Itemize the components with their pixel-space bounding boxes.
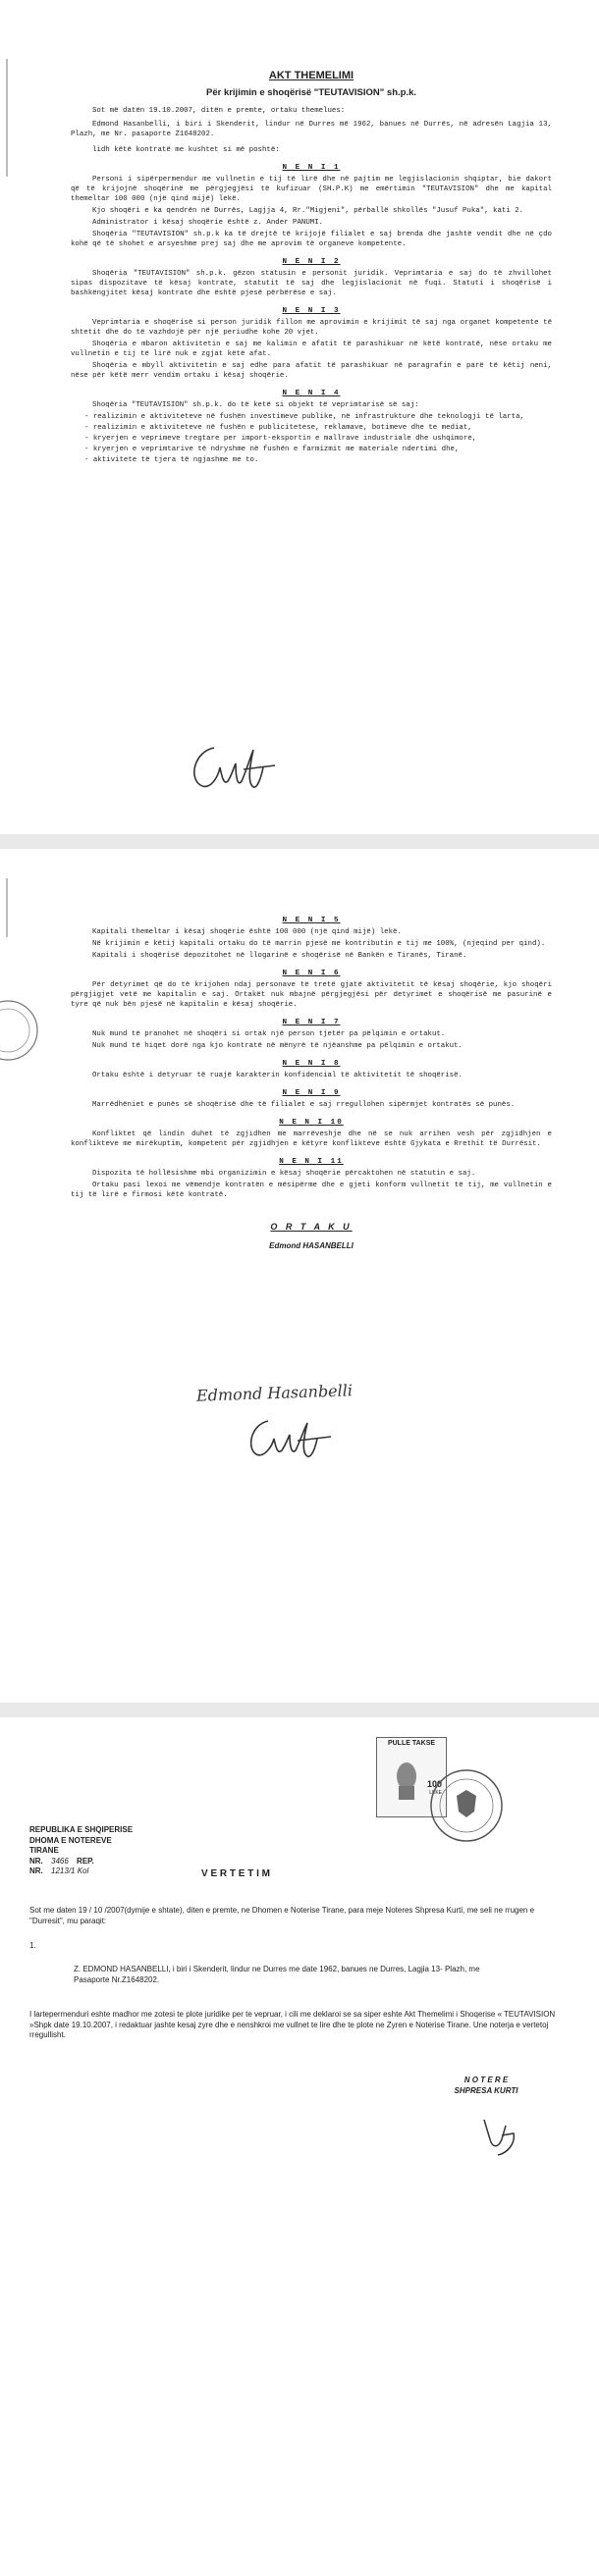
- document-title: AKT THEMELIMI: [268, 70, 354, 81]
- article-11-heading: N E N I 11: [279, 1158, 344, 1166]
- agreement-text: lidh këtë kontratë me kushtet si më poshtë:: [92, 146, 280, 154]
- authority-header: [29, 1825, 133, 1877]
- article-10-paragraph: Konfliktet që lindin duhet të zgjidhen me marrëveshje dhe në se nuk arrihen vesh për zgjidhjen e konflikteve me mirëkuptim, kompetent për zgjidhjen e këtyre konflikteve është Gjykata e Rrethit të Durrësit.: [71, 1130, 552, 1148]
- article-3-heading: N E N I 3: [282, 307, 341, 315]
- document-subtitle: Për krijimin e shoqërisë "TEUTAVISION" sh.p.k.: [205, 87, 417, 98]
- article-9-heading: N E N I 9: [282, 1089, 341, 1097]
- partial-stamp: [0, 996, 39, 1065]
- page-edge-mark: [6, 878, 8, 937]
- intro-text: Sot më datën 19.10.2007, ditën e premte, ortaku themelues:: [92, 107, 346, 115]
- partner-label: O R T A K U: [270, 1222, 353, 1232]
- register-number-value: 3466: [51, 1856, 69, 1866]
- page-edge-mark: [6, 59, 8, 177]
- register-rep-label: REP.: [77, 1856, 94, 1866]
- person-item-number: 1.: [29, 1941, 36, 1950]
- page1-content: [71, 71, 552, 466]
- article-3-paragraph: Shoqëria e mbaron aktivitetin e saj me kalimin e afatit të parashikuar në këtë kontratë, nëse ortaku me vullnetin e tij të lirë nuk e zgjat këtë afat.: [71, 341, 552, 358]
- header-line: DHOMA E NOTEREVE: [29, 1835, 112, 1845]
- notary-block: [432, 2076, 540, 2096]
- register-number: [29, 1857, 133, 1867]
- article-5-paragraph: Kapitali i shoqërisë depozitohet në llogarinë e shoqërisë në Bankën e Tiranës, Tiranë.: [92, 952, 467, 960]
- article-4-bullet: - realizimin e aktiviteteve në fushën e publicitetese, reklamave, botimeve dhe te mediat,: [84, 424, 472, 432]
- article-4-paragraph: Shoqëria "TEUTAVISION" sh.p.k. do të ketë si objekt të veprimtarisë së saj:: [92, 401, 419, 409]
- collection-number-label: NR.: [29, 1866, 43, 1875]
- article-7-paragraph: Nuk mund të hiqet dorë nga kjo kontratë në mënyrë të njëanshme pa pëlqimin e ortakut.: [92, 1042, 463, 1050]
- article-7-paragraph: Nuk mund të pranohet në shoqëri si ortak një person tjetër pa pëlqimin e ortakut.: [92, 1030, 446, 1038]
- article-2-heading: N E N I 2: [282, 258, 341, 266]
- article-4-bullet: - realizimin e aktiviteteve në fushën investimeve publike, në infrastrukture dhe teknologji të larta,: [84, 413, 524, 421]
- article-5-paragraph: Kapitali themeltar i kësaj shoqërie është 100 000 (një qind mijë) lekë.: [92, 928, 402, 936]
- article-1-paragraph: Kjo shoqëri e ka qendrën në Durrës, Lagjja 4, Rr."Migjeni", përballë shkollës "Jusuf Puka", kati 2.: [92, 207, 524, 215]
- article-4-bullet: - kryerjen e veprimtarive të ndryshme në fushën e farmizmit me materiale ndertimi dhe,: [84, 446, 460, 453]
- article-8-paragraph: Ortaku është i detyruar të ruajë karakterin konfidencial të aktivitetit të shoqërisë.: [92, 1072, 463, 1079]
- document-page-3: [0, 1717, 599, 2576]
- article-3-paragraph: Shoqëria e mbyll aktivitetin e saj edhe para afatit të parashikuar në paragrafin e parë të këtij neni, nëse për këtë merr vendim ortaku i kësaj shoqërie.: [71, 362, 552, 380]
- article-7-heading: N E N I 7: [282, 1019, 341, 1026]
- article-1-paragraph: Shoqëria "TEUTAVISION" sh.p.k ka të drejtë të krijojë filialet e saj brenda dhe jashtë vendit dhe në çdo kohë që të shohet e arsyeshme prej saj dhe me aprovim të organeve kompetente.: [71, 231, 552, 248]
- founder-text: Edmond Hasanbelli, i biri i Skenderit, lindur në Durres më 1962, banues në Durrës, në adresën Lagjia 13, Plazh, me Nr. pasaporte Z1648202.: [71, 121, 552, 138]
- article-6-heading: N E N I 6: [282, 970, 341, 977]
- notary-name: SHPRESA KURTI: [454, 2085, 518, 2095]
- collection-number: [29, 1866, 133, 1877]
- tax-stamp-label: PULLE TAKSE: [387, 1740, 436, 1747]
- article-11-paragraph: Ortaku pasi lexoi me vëmendje kontratën e mësipërme dhe e gjeti konform vullnetit të tij, me vullnetin e tij të lirë e firmosi këtë kontratë.: [71, 1182, 552, 1199]
- person-item-text: Z. EDMOND HASANBELLI, i biri i Skenderit, lindur ne Durres me date 1962, banues ne Durres, Lagjia 13- Plazh, me Pasaporte Nr.Z1648202.: [74, 1965, 480, 1984]
- article-1-heading: N E N I 1: [282, 164, 341, 172]
- article-3-paragraph: Veprimtaria e shoqërisë si person juridik fillon me aprovimin e krijimit të saj nga organet kompetente të shtetit dhe do të vazhdojë për një periudhe kohe 20 vjet.: [71, 319, 552, 337]
- certificate-body-2: I lartepermenduri eshte madhor me zotesi te plote juridike per te vepruar, i cili me deklaroi se sa siper eshte Akt Themelimi i Shoqerise « TEUTAVISION »Shpk date 19.10.2007, i redaktuar jashte kesaj zyre dhe e nenshkroi me vullnet te lire dhe te plote ne Zyren e Noterise Tirane. Une noterja e vertetoj rregullisht.: [29, 2010, 556, 2039]
- article-5-heading: N E N I 5: [282, 917, 341, 924]
- article-4-bullet: - kryerjen e veprimeve tregtare per import-eksportin e mallrave industriale dhe ushqimore,: [84, 435, 477, 443]
- certificate-body-1: Sot me daten 19 / 10 /2007(dymije e shtate), diten e premte, ne Dhomen e Noterise Tirane, para meje Noteres Shpresa Kurti, me seli ne rrugen e "Durresit", mu paraqit:: [29, 1906, 535, 1925]
- document-page-2: [0, 849, 599, 1703]
- article-1-paragraph: Administrator i kësaj shoqërie është z. Ander PANUMI.: [92, 219, 324, 227]
- certificate-title: V E R T E T I M: [201, 1868, 271, 1879]
- handwritten-signature: [241, 1413, 339, 1462]
- article-1-paragraph: Personi i sipërpermendur me vullnetin e tij të lirë dhe në pajtim me legjislacionin shqiptar, bie dakort që të krijojnë shoqërinë me përgjegjësi të kufizuar (SH.P.K) me emërtimin "TEUTAVISION" dhe me kapital themeltar 100 000 (një qind mijë) lekë.: [71, 176, 552, 203]
- article-10-heading: N E N I 10: [279, 1119, 344, 1127]
- collection-number-value: 1213/1 Kol: [51, 1866, 89, 1875]
- notary-label: N O T E R E: [463, 2076, 509, 2084]
- article-2-paragraph: Shoqëria "TEUTAVISION" sh.p.k. gëzon statusin e personit juridik. Veprimtaria e saj do të zhvillohet sipas dispozitave të kësaj kontrate, statutit të saj dhe legjislacionit në fuqi. Statuti i shoqërisë i bashkëngjitet kësaj kontrate dhe është pjesë përbërëse e saj.: [71, 270, 552, 297]
- article-8-heading: N E N I 8: [282, 1060, 341, 1068]
- partner-name: Edmond HASANBELLI: [269, 1241, 354, 1250]
- register-number-label: NR.: [29, 1856, 43, 1866]
- handwritten-name-signature: Edmond Hasanbelli: [195, 1381, 354, 1405]
- header-line: REPUBLIKA E SHQIPERISE: [29, 1825, 134, 1834]
- article-6-paragraph: Për detyrimet që do të krijohen ndaj personave të tretë gjatë aktivitetit të kësaj shoqërie, kjo shoqëri përgjigjet vetë me kapitalin e saj. Ortakët nuk mbajnë përgjegjësi për detyrimet e shoqërisë me pasurinë e tyre që nuk bën pjesë në kapitalin e kësaj shoqërie.: [71, 981, 552, 1009]
- tax-stamp-unit: LEKE: [429, 1790, 442, 1796]
- notary-seal: [427, 1766, 506, 1845]
- notary-signature: [476, 2110, 525, 2159]
- handwritten-signature: [185, 738, 283, 797]
- page2-content: [71, 908, 552, 1251]
- document-page-1: [0, 0, 599, 834]
- article-11-paragraph: Dispozita të hollësishme mbi organizimin e kësaj shoqërie përcaktohen në statutin e saj.: [92, 1170, 476, 1178]
- article-9-paragraph: Marrëdhëniet e punës së shoqërisë dhe të filialet e saj rregullohen sipërmjet kontratës së punës.: [92, 1101, 516, 1109]
- article-4-bullet: - aktivitete të tjera të ngjashme me to.: [84, 456, 259, 464]
- header-line: TIRANE: [29, 1846, 59, 1855]
- tax-stamp-value: 100: [426, 1779, 442, 1789]
- article-4-heading: N E N I 4: [282, 390, 341, 397]
- article-5-paragraph: Në krijimin e këtij kapitali ortaku do të marrin pjesë me kontributin e tij me 100%, (njeqind per qind).: [92, 940, 546, 948]
